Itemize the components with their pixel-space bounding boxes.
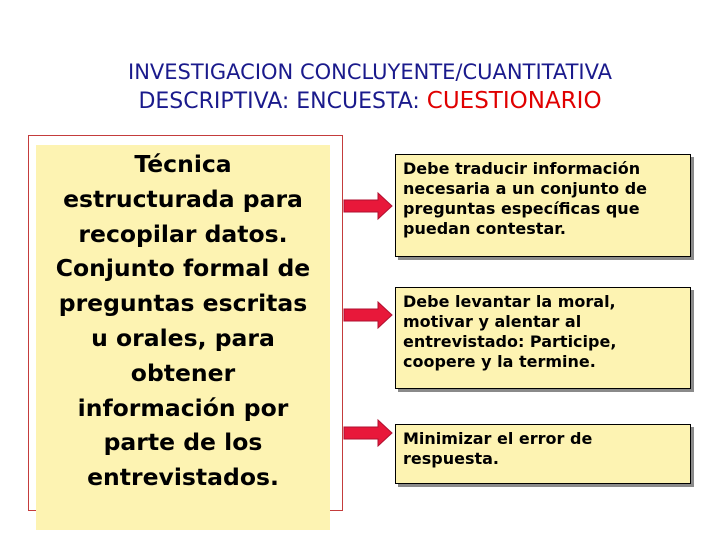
definition-line: obtener bbox=[130, 358, 236, 387]
definition-text bbox=[36, 147, 330, 495]
arrow-right-icon bbox=[342, 300, 394, 330]
definition-line: parte de los bbox=[103, 428, 263, 457]
requirement-line: motivar y alentar al bbox=[403, 312, 582, 331]
requirement-line: puedan contestar. bbox=[403, 219, 566, 238]
requirement-line: entrevistado: Participe, bbox=[403, 332, 617, 351]
requirement-line: Debe levantar la moral, bbox=[403, 292, 616, 311]
definition-line: Técnica bbox=[134, 150, 232, 178]
definition-line: información por bbox=[77, 393, 289, 422]
definition-line: u orales, para bbox=[91, 323, 275, 352]
requirement-box-minimize-error bbox=[395, 424, 691, 484]
title-prefix: DESCRIPTIVA: ENCUESTA: bbox=[138, 89, 427, 114]
requirement-line: coopere y la termine. bbox=[403, 352, 596, 371]
definition-line: preguntas escritas bbox=[58, 289, 308, 318]
requirement-box-motivate bbox=[395, 287, 691, 389]
definition-line: Conjunto formal de bbox=[55, 254, 311, 283]
definition-line: entrevistados. bbox=[87, 463, 279, 492]
definition-line: recopilar datos. bbox=[78, 219, 288, 248]
definition-line: estructurada para bbox=[63, 184, 303, 213]
requirement-line: necesaria a un conjunto de bbox=[403, 179, 648, 198]
requirement-box-translate bbox=[395, 154, 691, 257]
requirement-line: respuesta. bbox=[403, 449, 500, 468]
requirement-line: preguntas específicas que bbox=[403, 199, 640, 218]
requirement-line: Debe traducir información bbox=[403, 159, 641, 178]
slide-title-line1: INVESTIGACION CONCLUYENTE/CUANTITATIVA bbox=[128, 60, 612, 84]
title-accent: CUESTIONARIO bbox=[426, 88, 602, 114]
slide-title-line2 bbox=[20, 88, 720, 114]
arrow-right-icon bbox=[342, 191, 394, 221]
arrow-right-icon bbox=[342, 418, 394, 448]
requirement-line: Minimizar el error de bbox=[403, 429, 593, 448]
